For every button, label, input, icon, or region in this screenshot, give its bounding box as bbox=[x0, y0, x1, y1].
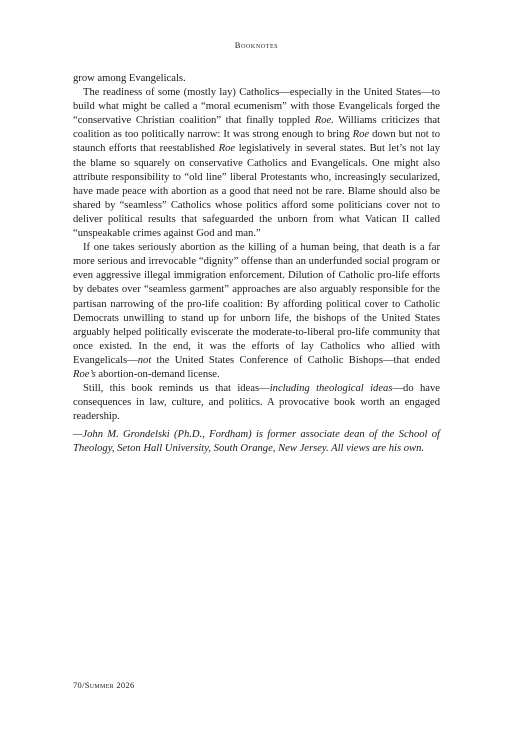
text-run: Williams criticizes that coalition as too politically narrow: It was strong enough to bring bbox=[73, 115, 440, 141]
text-run: The readiness of some (mostly lay) Catholics—especially in the United States—to build what might be called a “moral ecumenism” with those Evangelicals forged the “conservative Christian coalition” that finally toppled bbox=[73, 87, 440, 127]
case-name-roe: Roe bbox=[352, 129, 370, 141]
text-run: Still, this book reminds us that ideas— bbox=[83, 383, 270, 395]
paragraph-abortion-dignity bbox=[73, 241, 440, 382]
text-run: —do have consequences in law, culture, and politics. A provocative book worth an engaged readership. bbox=[73, 383, 440, 423]
emphasis-theological-ideas: including theological ideas bbox=[269, 383, 393, 395]
running-head: Booknotes bbox=[234, 40, 279, 50]
emphasis-not: not bbox=[137, 354, 152, 366]
text-run: the United States Conference of Catholic Bishops—that ended bbox=[151, 354, 440, 366]
text-run: legislatively in several states. But let’s not lay the blame so squarely on conservative Catholics and Evangelicals. One might also attribute responsibility to “old line” liberal Protestants who, increasingly secularized, have made peace with abortion as a good that need not be rare. Blame should also be shared by “seamless” Catholics whose politics afford some politicians cover not to deliver political results that safeguarded the unborn from what Vatican II called “unspeakable crimes against God and man.” bbox=[73, 143, 440, 240]
case-name-roe: Roe’s bbox=[73, 368, 96, 380]
page-folio: 70/Summer 2026 bbox=[73, 680, 135, 690]
text-run: abortion-on-demand license. bbox=[95, 368, 220, 380]
paragraph-conclusion bbox=[73, 382, 440, 424]
author-bio: —John M. Grondelski (Ph.D., Fordham) is former associate dean of the School of Theology, Seton Hall University, South Orange, New Jersey. All views are his own. bbox=[73, 429, 440, 455]
article-body bbox=[73, 72, 440, 457]
case-name-roe: Roe. bbox=[314, 115, 334, 127]
paragraph-moral-ecumenism bbox=[73, 86, 440, 241]
text-run: down but not to staunch efforts that reestablished bbox=[73, 129, 440, 155]
paragraph-continuation: grow among Evangelicals. bbox=[73, 73, 186, 84]
text-run: If one takes seriously abortion as the killing of a human being, that death is a far more serious and irrevocable “dignity” offense than an underfunded social program or even aggressive illegal immigration enforcement. Dilution of Catholic pro-life efforts by debates over “seamless garment” approaches are also arguably responsible for the partisan narrowing of the pro-life coalition: By affording political cover to Catholic Democrats unwilling to stand up for unborn life, the bishops of the United States arguably helped politically eviscerate the moderate-to-liberal pro-life community that once existed. In the end, it was the efforts of lay Catholics who allied with Evangelicals— bbox=[73, 242, 440, 366]
case-name-roe: Roe bbox=[218, 143, 236, 155]
